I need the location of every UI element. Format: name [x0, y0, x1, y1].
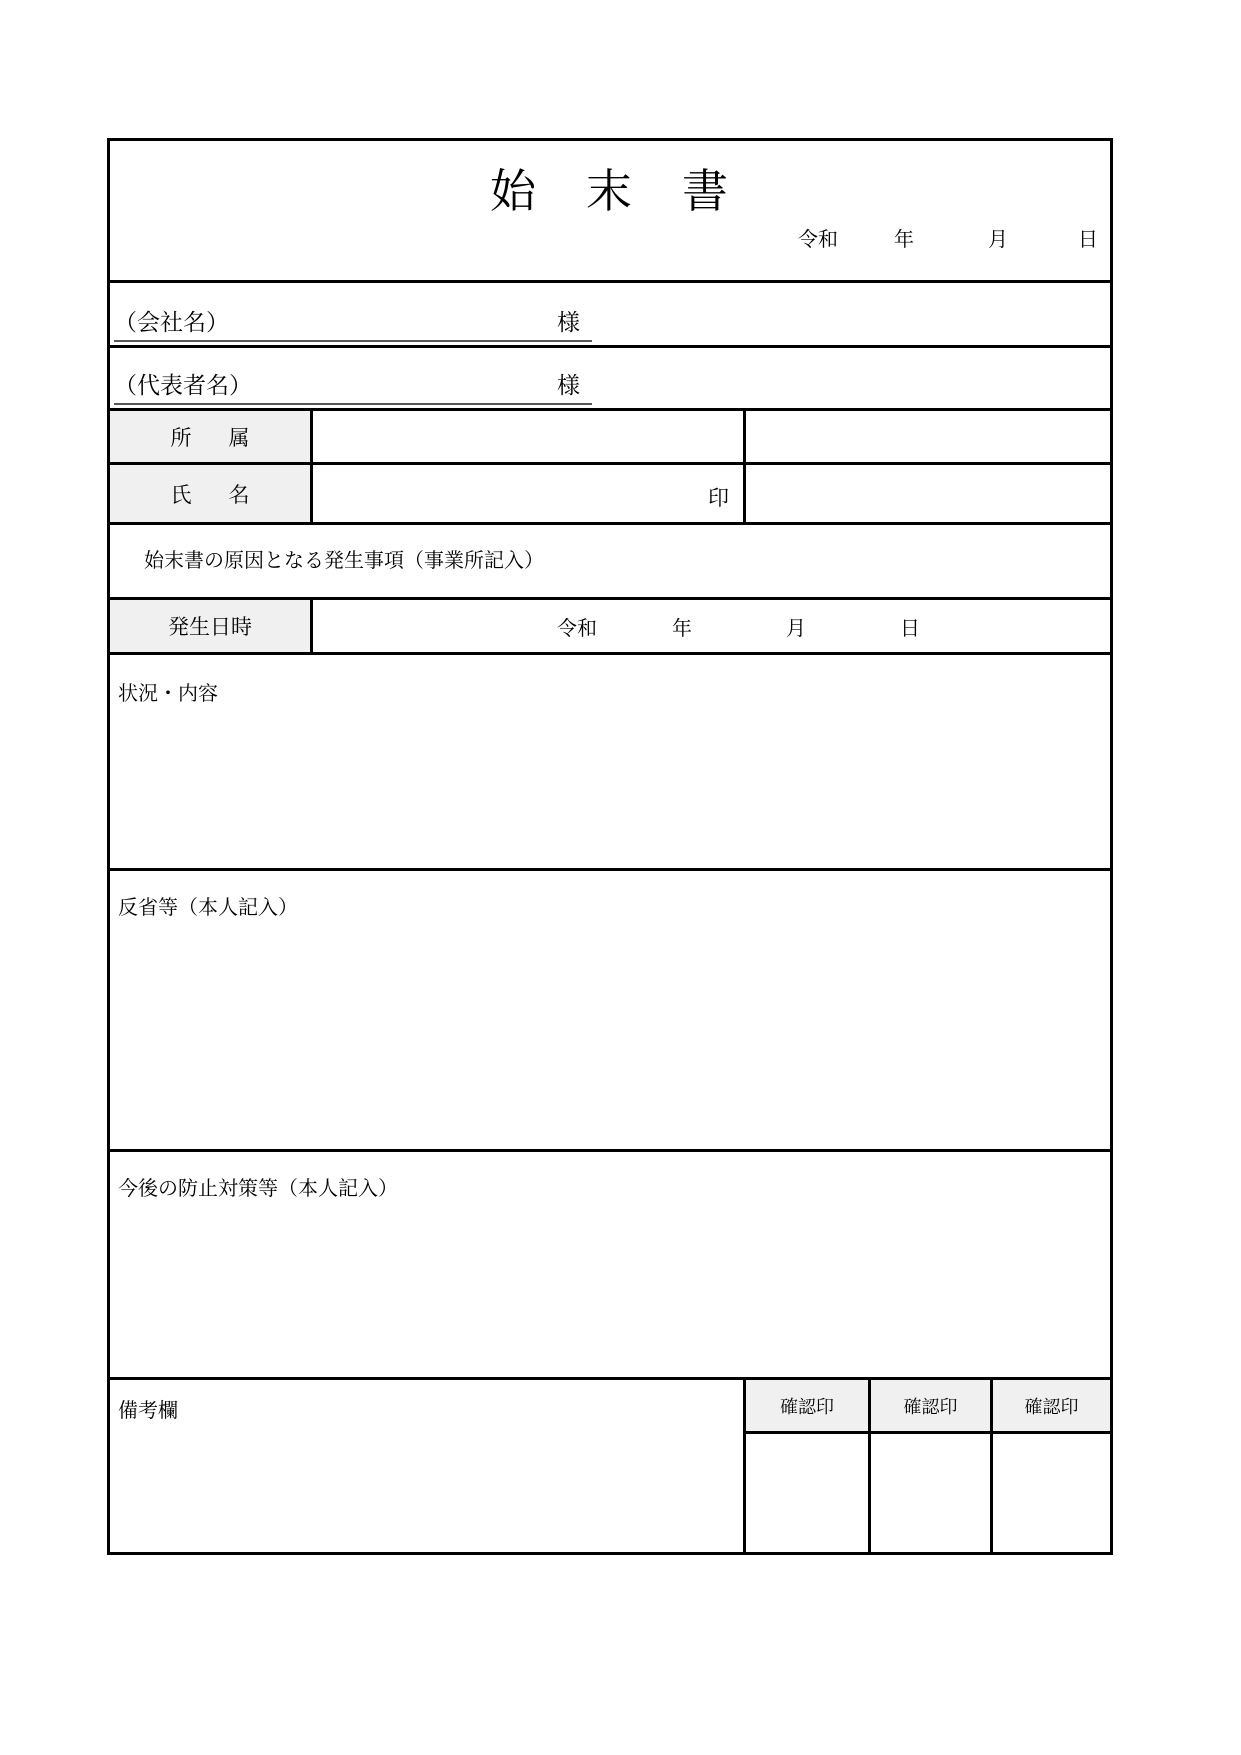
remarks-cell[interactable]: [110, 1380, 746, 1552]
stamp-cell-1[interactable]: [746, 1434, 868, 1552]
header-date-line: [798, 223, 1110, 252]
datetime-month: 月: [786, 617, 806, 640]
company-name-blank[interactable]: [114, 304, 592, 342]
assignment-label: 所 属: [110, 411, 313, 462]
datetime-row: [110, 600, 1110, 655]
stamp-header-2: 確認印: [871, 1380, 990, 1434]
stamp-header-1: 確認印: [746, 1380, 868, 1434]
stamp-column-1: [746, 1380, 868, 1552]
form-title: 始 末 書: [490, 165, 730, 217]
assignment-extra-cell[interactable]: [746, 411, 1110, 462]
stamp-column-2: [868, 1380, 990, 1552]
header-date-month: 月: [988, 229, 1008, 251]
prevention-label: 今後の防止対策等（本人記入）: [118, 1178, 398, 1200]
assignment-row: [110, 411, 1110, 465]
assignment-input-cell[interactable]: [313, 411, 746, 462]
datetime-input-cell[interactable]: [313, 600, 1110, 652]
situation-label: 状況・内容: [118, 683, 218, 705]
incident-label: 始末書の原因となる発生事項（事業所記入）: [144, 549, 544, 572]
datetime-day: 日: [900, 617, 920, 640]
stamp-cell-3[interactable]: [993, 1434, 1110, 1552]
header-date-day: 日: [1078, 229, 1098, 251]
name-row: [110, 465, 1110, 525]
company-honorific: 様: [557, 309, 580, 335]
shimatsusho-form: [107, 138, 1113, 1555]
form-header: [110, 141, 1110, 283]
remarks-label: 備考欄: [118, 1400, 178, 1422]
remarks-row: [110, 1380, 1110, 1552]
name-extra-cell[interactable]: [746, 465, 1110, 522]
reflection-label: 反省等（本人記入）: [118, 897, 298, 919]
header-date-year: 年: [894, 229, 914, 251]
company-label: （会社名）: [114, 309, 229, 335]
reflection-box[interactable]: [110, 871, 1110, 1152]
stamp-column-3: [990, 1380, 1110, 1552]
datetime-era: 令和: [557, 617, 597, 640]
representative-label: （代表者名）: [114, 372, 252, 398]
situation-box[interactable]: [110, 655, 1110, 871]
datetime-label: 発生日時: [110, 600, 313, 652]
representative-honorific: 様: [557, 372, 580, 398]
stamp-cell-2[interactable]: [871, 1434, 990, 1552]
company-row: [110, 283, 1110, 348]
stamp-header-3: 確認印: [993, 1380, 1110, 1434]
datetime-year: 年: [672, 617, 692, 640]
prevention-box[interactable]: [110, 1152, 1110, 1380]
name-label: 氏 名: [110, 465, 313, 522]
header-date-era: 令和: [798, 229, 838, 251]
representative-name-blank[interactable]: [114, 367, 592, 405]
incident-row: [110, 525, 1110, 600]
representative-row: [110, 348, 1110, 411]
seal-placeholder: 印: [708, 487, 729, 510]
name-input-cell[interactable]: [313, 465, 746, 522]
